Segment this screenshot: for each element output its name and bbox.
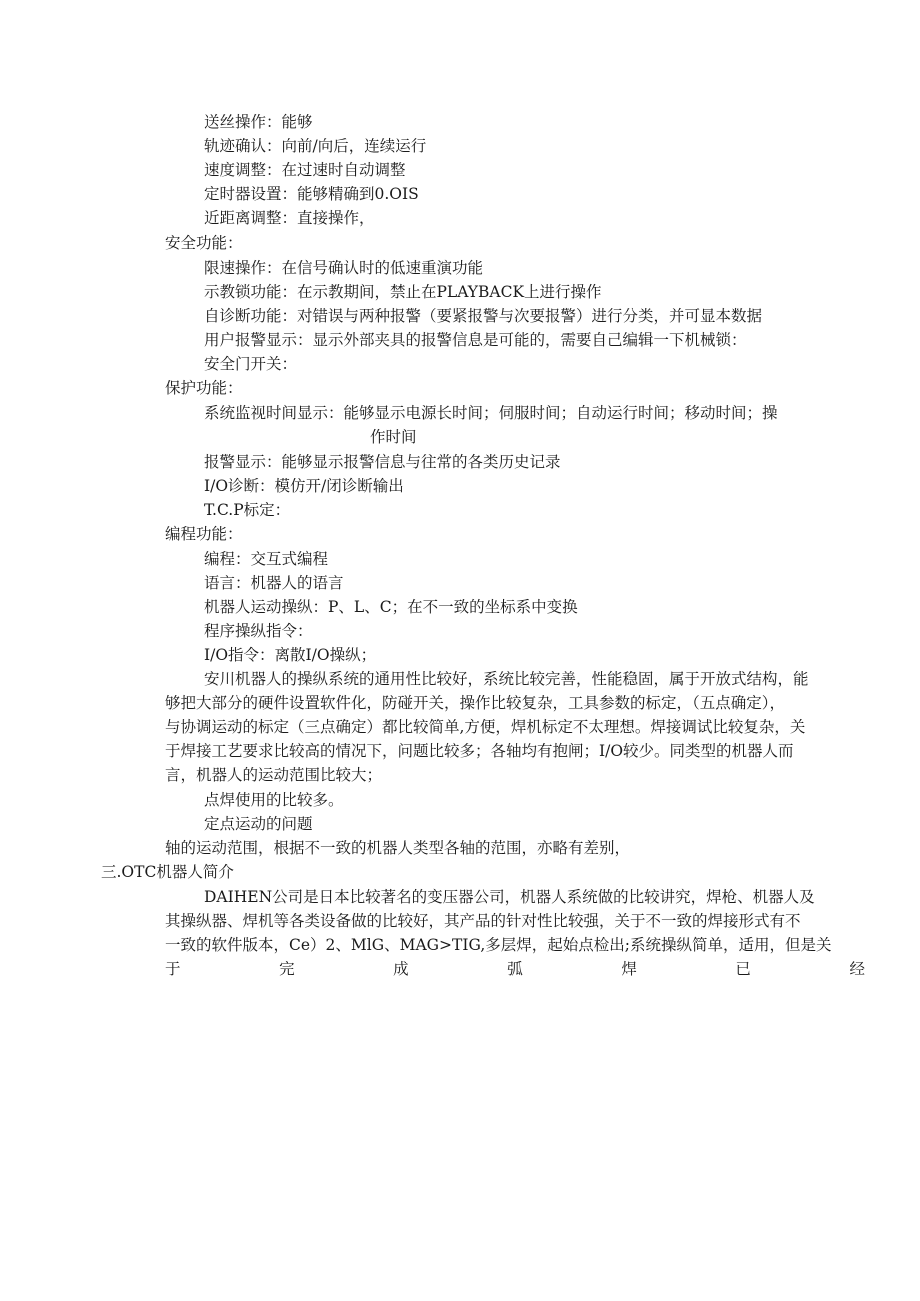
text-line: T.C.P标定： — [204, 501, 291, 519]
text-line: 报警显示：能够显示报警信息与往常的各类历史记录 — [204, 453, 561, 471]
text-line: 作时间 — [370, 428, 417, 446]
paragraph-line: 一致的软件版本，Ce）2、MlG、MAG>TIG,多层焊，起始点检出;系统操纵简单，适用，但是关 — [165, 936, 832, 954]
paragraph-line: 够把大部分的硬件设置软件化，防碰开关，操作比较复杂，工具参数的标定，（五点确定）， — [165, 694, 786, 712]
text-line: 轨迹确认：向前/向后，连续运行 — [204, 137, 427, 155]
justified-char: 于 — [165, 960, 181, 978]
paragraph-line: 安川机器人的操纵系统的通用性比较好，系统比较完善，性能稳固，属于开放式结构，能 — [204, 670, 809, 688]
text-line: 安全门开关： — [204, 355, 298, 373]
text-line: 编程：交互式编程 — [204, 550, 329, 568]
section-heading: 三.OTC机器人简介 — [101, 863, 234, 881]
section-heading: 保护功能： — [165, 379, 243, 397]
text-line: 机器人运动操纵：P、L、C；在不一致的坐标系中变换 — [204, 598, 578, 616]
text-line: I/O诊断：模仿开/闭诊断输出 — [204, 477, 404, 495]
text-line: 送丝操作：能够 — [204, 113, 313, 131]
justified-char: 经 — [849, 960, 865, 978]
paragraph-line: 与协调运动的标定（三点确定）都比较简单,方便，焊机标定不太理想。焊接调试比较复杂，关 — [165, 718, 806, 736]
text-line: I/O指令：离散I/O操纵； — [204, 646, 377, 664]
text-line: 自诊断功能：对错误与两种报警（要紧报警与次要报警）进行分类，并可显本数据 — [204, 307, 763, 325]
paragraph-line: 其操纵器、焊机等各类设备做的比较好，其产品的针对性比较强，关于不一致的焊接形式有不 — [165, 912, 801, 930]
justified-char: 完 — [279, 960, 295, 978]
text-line: 程序操纵指令： — [204, 622, 313, 640]
justified-line — [165, 959, 865, 979]
text-line: 用户报警显示：显示外部夹具的报警信息是可能的，需要自己编辑一下机械锁： — [204, 331, 747, 349]
section-heading: 安全功能： — [165, 234, 243, 252]
text-line: 示教锁功能：在示教期间，禁止在PLAYBACK上进行操作 — [204, 283, 602, 301]
justified-char: 已 — [735, 960, 751, 978]
text-line: 点焊使用的比较多。 — [204, 791, 344, 809]
text-line: 语言：机器人的语言 — [204, 574, 344, 592]
text-line: 近距离调整：直接操作， — [204, 209, 375, 227]
justified-char: 焊 — [621, 960, 637, 978]
justified-char: 成 — [393, 960, 409, 978]
paragraph-line: 于焊接工艺要求比较高的情况下，问题比较多；各轴均有抱闸；I/O较少。同类型的机器人而 — [165, 742, 794, 760]
text-line: 限速操作：在信号确认时的低速重演功能 — [204, 259, 484, 277]
paragraph-line: 言，机器人的运动范围比较大； — [165, 766, 383, 784]
justified-char: 弧 — [507, 960, 523, 978]
section-heading: 编程功能： — [165, 525, 243, 543]
text-line: 轴的运动范围，根据不一致的机器人类型各轴的范围，亦略有差别， — [165, 839, 631, 857]
text-line: 定时器设置：能够精确到0.OIS — [204, 185, 419, 203]
text-line: 定点运动的问题 — [204, 815, 313, 833]
paragraph-line: DAIHEN公司是日本比较著名的变压器公司，机器人系统做的比较讲究，焊枪、机器人及 — [204, 888, 815, 906]
text-line: 速度调整：在过速时自动调整 — [204, 161, 406, 179]
text-line: 系统监视时间显示：能够显示电源长时间；伺服时间；自动运行时间；移动时间；操 — [204, 404, 778, 422]
